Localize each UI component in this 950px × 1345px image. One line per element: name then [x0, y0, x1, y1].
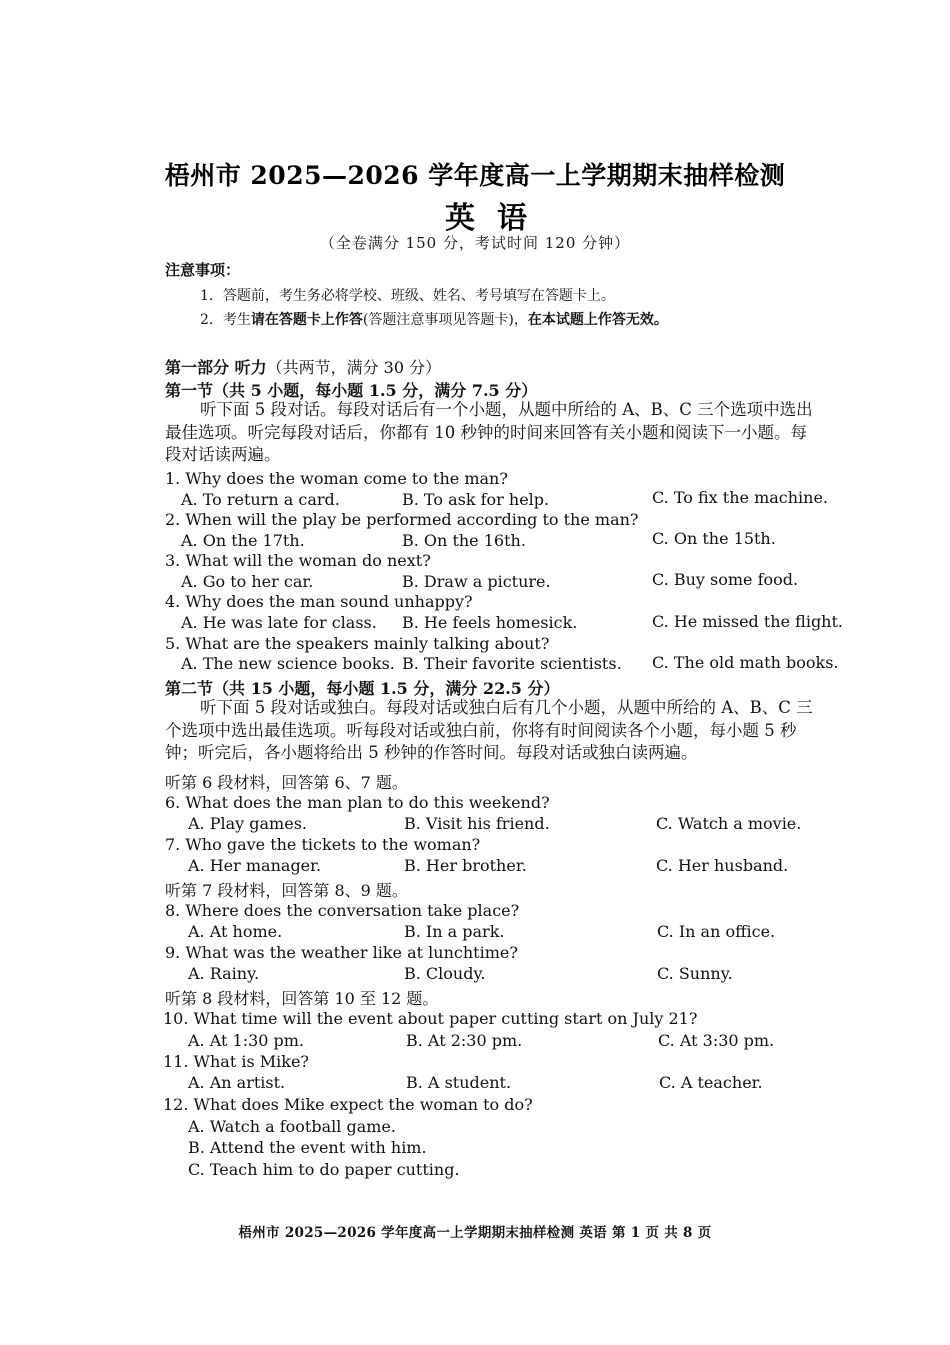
question-5-option-b: B. Their favorite scientists.	[402, 654, 622, 673]
notice-item-2-emphasis-1: 请在答题卡上作答	[250, 312, 363, 328]
question-1-option-c: C. To fix the machine.	[652, 488, 829, 507]
question-11-stem: 11. What is Mike?	[163, 1052, 309, 1071]
question-8-option-c: C. In an office.	[657, 922, 776, 941]
question-11-option-a: A. An artist.	[188, 1073, 286, 1092]
question-4-option-a: A. He was late for class.	[181, 613, 377, 632]
exam-title: 梧州市 2025—2026 学年度高一上学期期末抽样检测	[164, 161, 786, 190]
notice-heading: 注意事项：	[165, 261, 241, 279]
question-5-option-c: C. The old math books.	[652, 653, 839, 672]
question-6-option-c: C. Watch a movie.	[656, 814, 802, 833]
question-12-option-a: A. Watch a football game.	[188, 1117, 396, 1136]
question-2-option-c: C. On the 15th.	[652, 529, 776, 548]
question-8-stem: 8. Where does the conversation take place?	[165, 901, 520, 920]
question-12-option-c: C. Teach him to do paper cutting.	[188, 1160, 460, 1179]
page-footer: 梧州市 2025—2026 学年度高一上学期期末抽样检测 英语 第 1 页 共 8 页	[238, 1225, 712, 1241]
question-4-stem: 4. Why does the man sound unhappy?	[165, 592, 473, 611]
notice-item-1: 1．答题前，考生务必将学校、班级、姓名、考号填写在答题卡上。	[200, 288, 615, 304]
subject-title: 英语	[445, 201, 549, 236]
material-6-note: 听第 6 段材料，回答第 6、7 题。	[165, 773, 408, 792]
section-2-heading: 第二节（共 15 小题，每小题 1.5 分，满分 22.5 分）	[165, 679, 560, 698]
question-12-stem: 12. What does Mike expect the woman to do?	[163, 1095, 533, 1114]
question-4-option-c: C. He missed the flight.	[652, 612, 843, 631]
notice-item-2-prefix: 2．考生	[200, 312, 251, 328]
material-8-note: 听第 8 段材料，回答第 10 至 12 题。	[165, 989, 439, 1008]
section-2-instructions-text: 听下面 5 段对话或独白。每段对话或独白后有几个小题，从题中所给的 A、B、C 三个选项中选出最佳选项。听每段对话或独白前，你将有时间阅读各个小题，每小题 5 秒钟；听完后，各小题将给出 5 秒钟的作答时间。每段对话或独白读两遍。	[165, 698, 813, 762]
section-1-instructions-text: 听下面 5 段对话。每段对话后有一个小题，从题中所给的 A、B、C 三个选项中选出最佳选项。听完每段对话后，你都有 10 秒钟的时间来回答有关小题和阅读下一小题。每段对话读两遍。	[165, 400, 813, 464]
section-1-heading: 第一节（共 5 小题，每小题 1.5 分，满分 7.5 分）	[165, 381, 538, 400]
question-1-stem: 1. Why does the woman come to the man?	[165, 469, 508, 488]
question-7-option-a: A. Her manager.	[188, 856, 322, 875]
notice-item-2-middle: (答题注意事项见答题卡)，	[362, 312, 528, 328]
question-6-stem: 6. What does the man plan to do this weekend?	[165, 793, 550, 812]
question-1-option-a: A. To return a card.	[181, 490, 340, 509]
question-7-stem: 7. Who gave the tickets to the woman?	[165, 835, 481, 854]
question-6-option-a: A. Play games.	[188, 814, 307, 833]
question-5-stem: 5. What are the speakers mainly talking about?	[165, 634, 550, 653]
question-2-option-b: B. On the 16th.	[402, 531, 526, 550]
question-1-option-b: B. To ask for help.	[402, 490, 550, 509]
question-9-option-a: A. Rainy.	[188, 964, 260, 983]
question-6-option-b: B. Visit his friend.	[404, 814, 550, 833]
question-8-option-b: B. In a park.	[404, 922, 505, 941]
question-4-option-b: B. He feels homesick.	[402, 613, 578, 632]
question-5-option-a: A. The new science books.	[181, 654, 395, 673]
material-7-note: 听第 7 段材料，回答第 8、9 题。	[165, 881, 408, 900]
question-3-option-a: A. Go to her car.	[181, 572, 314, 591]
question-10-stem: 10. What time will the event about paper cutting start on July 21?	[163, 1009, 698, 1028]
part-1-title: 第一部分 听力	[165, 358, 267, 377]
section-2-instructions	[165, 697, 820, 765]
question-11-option-b: B. A student.	[406, 1073, 512, 1092]
question-10-option-c: C. At 3:30 pm.	[658, 1031, 775, 1050]
question-8-option-a: A. At home.	[188, 922, 283, 941]
part-1-note: （共两节，满分 30 分）	[266, 358, 442, 377]
question-2-stem: 2. When will the play be performed according to the man?	[165, 510, 639, 529]
question-10-option-b: B. At 2:30 pm.	[406, 1031, 523, 1050]
part-1-heading	[165, 355, 441, 378]
question-2-option-a: A. On the 17th.	[181, 531, 305, 550]
question-3-option-c: C. Buy some food.	[652, 570, 799, 589]
question-11-option-c: C. A teacher.	[659, 1073, 763, 1092]
notice-item-2	[200, 309, 668, 329]
question-3-option-b: B. Draw a picture.	[402, 572, 551, 591]
question-7-option-b: B. Her brother.	[404, 856, 527, 875]
section-1-instructions	[165, 399, 820, 467]
exam-total-score: （全卷满分 150 分，考试时间 120 分钟）	[319, 234, 631, 252]
question-3-stem: 3. What will the woman do next?	[165, 551, 431, 570]
question-9-stem: 9. What was the weather like at lunchtime?	[165, 943, 518, 962]
question-7-option-c: C. Her husband.	[656, 856, 789, 875]
question-9-option-b: B. Cloudy.	[404, 964, 486, 983]
question-12-option-b: B. Attend the event with him.	[188, 1138, 427, 1157]
notice-item-2-emphasis-2: 在本试题上作答无效。	[527, 312, 668, 328]
question-10-option-a: A. At 1:30 pm.	[188, 1031, 305, 1050]
question-9-option-c: C. Sunny.	[657, 964, 733, 983]
